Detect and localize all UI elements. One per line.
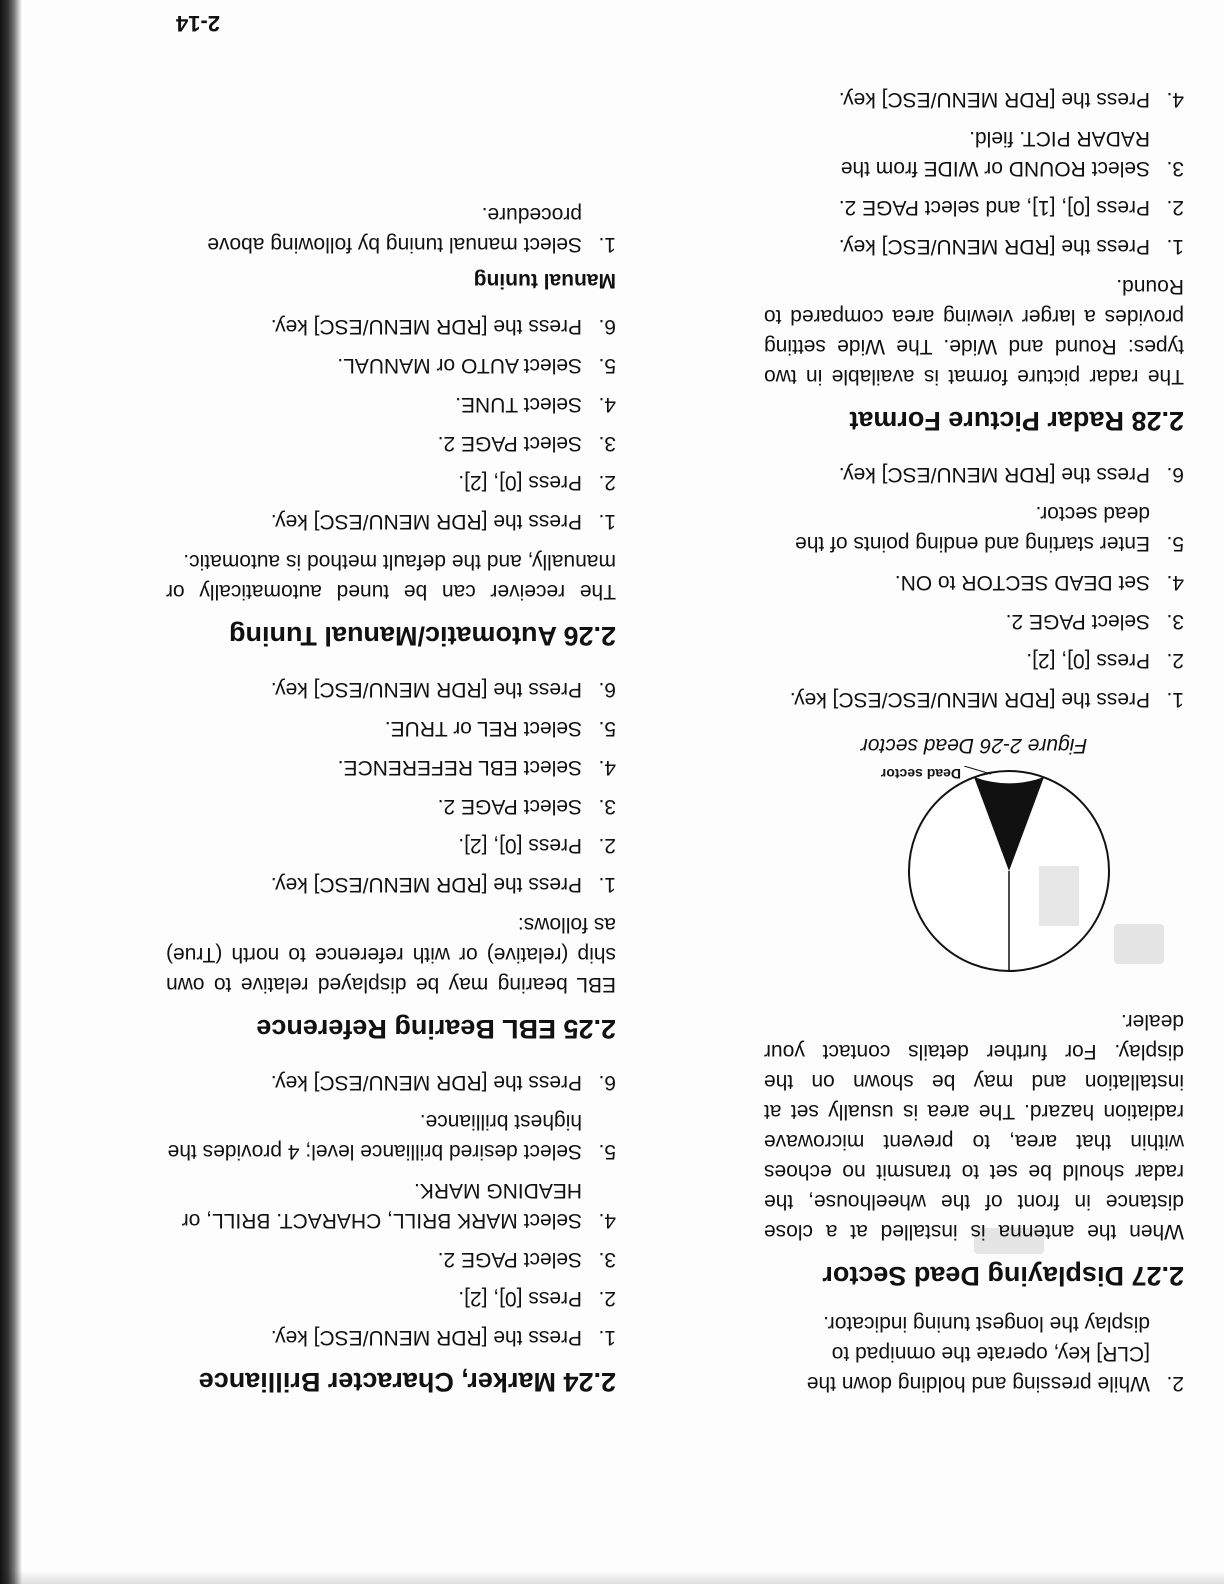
step-number: 1. [598, 873, 616, 896]
step-text: Select AUTO or MANUAL. [337, 354, 582, 377]
step-text: Press the [RDR MENU/ESC] key. [270, 873, 582, 896]
step-number: 2. [598, 1287, 616, 1310]
step-number: 6. [1166, 463, 1184, 486]
list-item [166, 713, 616, 743]
list-item [166, 506, 616, 536]
section-title: 2.27 Displaying Dead Sector [822, 1261, 1184, 1291]
step-number: 6. [598, 678, 616, 701]
step-text: Press [0], [2]. [1026, 649, 1150, 672]
step-number: 2. [1166, 196, 1184, 219]
figure-caption: Figure 2-26 Dead sector [860, 734, 1088, 757]
list-item [166, 1067, 616, 1097]
list-item [166, 752, 616, 782]
step-number: 4. [1166, 88, 1184, 111]
step-number: 6. [598, 1071, 616, 1094]
step-text: Press the [RDR MENU/ESC] key. [270, 510, 582, 533]
step-text: Press [0], [2]. [458, 834, 582, 857]
step-text: Select MARK BRILL, CHARACT. BRILL, or HEADING MARK. [181, 1179, 582, 1232]
step-text: Enter starting and ending points of the dead sector. [795, 502, 1150, 555]
step-number: 2. [1166, 1372, 1184, 1395]
list-item [764, 459, 1184, 489]
step-text: Select PAGE 2. [1005, 610, 1150, 633]
steps-list [764, 459, 1184, 714]
step-text: Select PAGE 2. [437, 432, 582, 455]
right-column [166, 177, 616, 1398]
continued-steps [764, 1308, 1184, 1398]
list-item [166, 674, 616, 704]
step-text: Press [0], [1], and select PAGE 2. [838, 196, 1150, 219]
page-edge-shadow [0, 1570, 1224, 1584]
step-number: 4. [598, 393, 616, 416]
list-item [166, 428, 616, 458]
section-2-25 [166, 674, 616, 1045]
step-text: Select ROUND or WIDE from the RADAR PICT. field. [840, 127, 1150, 180]
list-item [764, 192, 1184, 222]
figure-label: Dead sector [880, 766, 961, 782]
step-text: Press the [RDR MENU/ESC] key. [270, 1071, 582, 1094]
list-item [764, 567, 1184, 597]
section-title: 2.28 Radar Picture Format [849, 406, 1184, 436]
step-text: Press the [RDR MENU/ESC] key. [270, 678, 582, 701]
step-number: 3. [598, 432, 616, 455]
section-2-24 [166, 1067, 616, 1398]
step-number: 4. [1166, 571, 1184, 594]
list-item [166, 1322, 616, 1352]
step-text: Set DEAD SECTOR to ON. [894, 571, 1150, 594]
step-number: 5. [598, 1140, 616, 1163]
list-item [764, 645, 1184, 675]
step-text: Press [0], [2]. [458, 471, 582, 494]
step-number: 1. [598, 233, 616, 256]
step-text: Select PAGE 2. [437, 795, 582, 818]
section-paragraph: The radar picture format is available in two types: Round and Wide. The Wide setting provides a larger viewing area compared to Round. [764, 275, 1184, 388]
step-number: 5. [598, 717, 616, 740]
list-item [166, 199, 616, 259]
step-number: 1. [1166, 235, 1184, 258]
step-text: Select TUNE. [455, 393, 582, 416]
list-item [764, 684, 1184, 714]
section-paragraph: When the antenna is installed at a close distance in front of the wheelhouse, the radar should be set to transmit no echoes within that area, to prevent microwave radiation hazard. The area is usually set at installation and may be shown on the display. For further details contact your dealer. [764, 1010, 1184, 1243]
step-number: 1. [1166, 688, 1184, 711]
list-item [166, 1283, 616, 1313]
section-paragraph: The receiver can be tuned automatically or manually, and the default method is automatic. [166, 550, 616, 603]
step-number: 6. [598, 315, 616, 338]
section-2-27 [764, 459, 1184, 1292]
step-text: Select desired brilliance level; 4 provides the highest brilliance. [167, 1110, 582, 1163]
section-title: 2.26 Automatic/Manual Tuning [228, 621, 616, 651]
section-paragraph: EBL bearing may be displayed relative to own ship (relative) or with reference to north (True) as follows: [166, 913, 616, 996]
steps-list [166, 311, 616, 536]
step-text: Press the [RDR MENU/ESC] key. [838, 463, 1150, 486]
list-item [166, 791, 616, 821]
list-item [166, 1244, 616, 1274]
section-2-26 [166, 199, 616, 652]
step-text: Press the [RDR MENU/ESC] key. [270, 1326, 582, 1349]
subsection-title: Manual tuning [473, 269, 616, 292]
dead-sector-diagram [809, 766, 1139, 996]
step-text: While pressing and holding down the [CLR] key, operate the omnipad to display the longest tuning indicator. [806, 1312, 1150, 1395]
list-item [166, 389, 616, 419]
step-number: 3. [1166, 610, 1184, 633]
step-number: 4. [598, 1209, 616, 1232]
list-item [764, 498, 1184, 558]
step-number: 1. [598, 510, 616, 533]
steps-list [166, 199, 616, 259]
step-number: 5. [1166, 532, 1184, 555]
dead-sector-figure [809, 766, 1139, 996]
step-text: Select manual tuning by following above procedure. [207, 203, 582, 256]
step-number: 5. [598, 354, 616, 377]
step-text: Press the [RDR MENU/ESC] key. [270, 315, 582, 338]
list-item [166, 467, 616, 497]
left-column [764, 62, 1184, 1398]
list-item [764, 606, 1184, 636]
list-item [764, 231, 1184, 261]
step-number: 1. [598, 1326, 616, 1349]
step-number: 2. [1166, 649, 1184, 672]
step-number: 3. [1166, 157, 1184, 180]
step-text: Select EBL REFERENCE. [337, 756, 582, 779]
step-text: Press [0], [2]. [458, 1287, 582, 1310]
list-item [166, 869, 616, 899]
list-item [166, 830, 616, 860]
step-number: 2. [598, 471, 616, 494]
list-item [166, 350, 616, 380]
step-text: Press the [RDR MENU/ESC] key. [838, 235, 1150, 258]
list-item [764, 1308, 1184, 1398]
step-text: Press the [RDR MENU/ESC/ESC] key. [789, 688, 1150, 711]
step-text: Select PAGE 2. [437, 1248, 582, 1271]
binding-edge-shadow [0, 0, 22, 1584]
section-2-28 [764, 84, 1184, 437]
step-number: 4. [598, 756, 616, 779]
section-title: 2.24 Marker, Character Brilliance [198, 1367, 616, 1397]
list-item [166, 1175, 616, 1235]
steps-list [166, 1067, 616, 1352]
step-number: 3. [598, 1248, 616, 1271]
list-item [764, 123, 1184, 183]
list-item [764, 84, 1184, 114]
list-item [166, 311, 616, 341]
step-text: Press the [RDR MENU/ESC] key. [838, 88, 1150, 111]
step-text: Select REL or TRUE. [384, 717, 582, 740]
page-number: 2-14 [175, 11, 220, 36]
step-number: 2. [598, 834, 616, 857]
section-title: 2.25 EBL Bearing Reference [256, 1014, 616, 1044]
step-number: 3. [598, 795, 616, 818]
list-item [166, 1106, 616, 1166]
steps-list [166, 674, 616, 899]
steps-list [764, 84, 1184, 261]
